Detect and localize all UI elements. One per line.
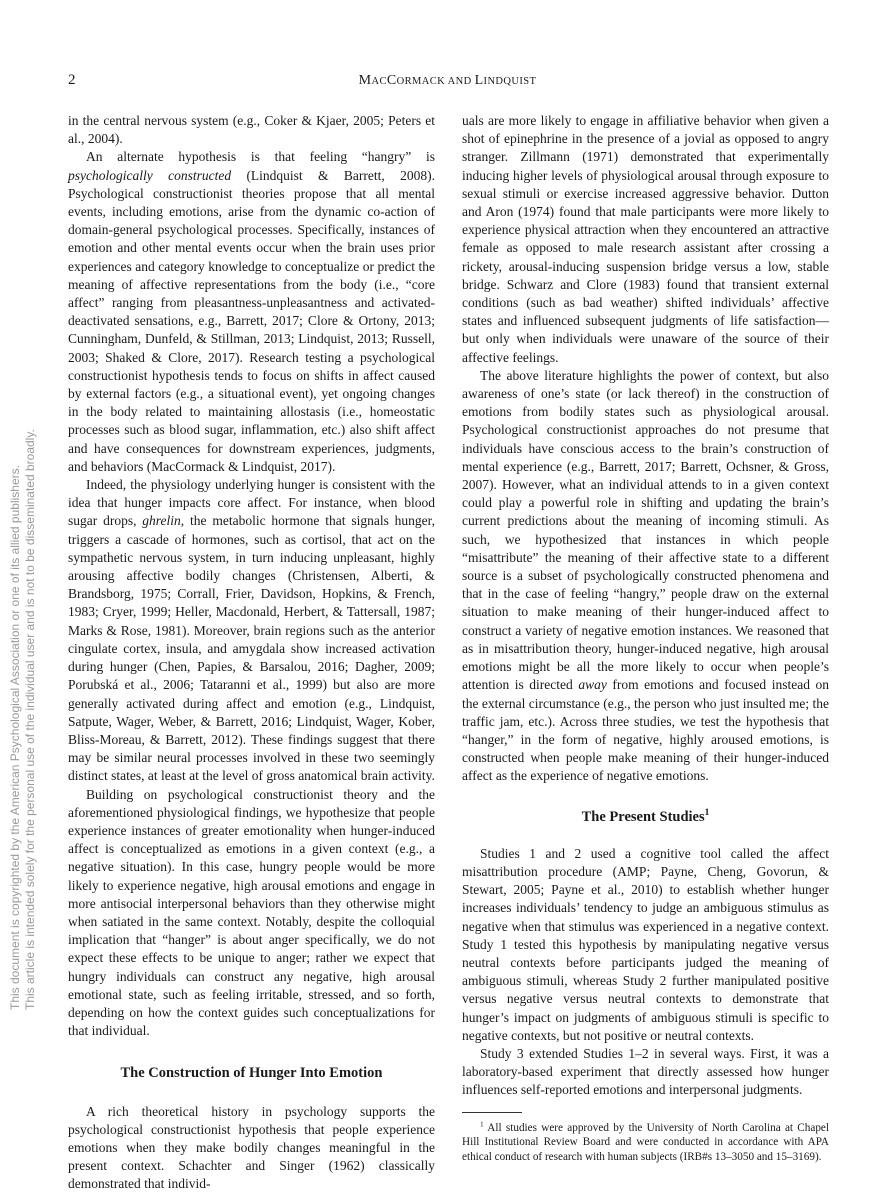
paragraph xyxy=(68,476,435,785)
text-run: An alternate hypothesis is that feeling “hangry” is xyxy=(86,149,435,165)
running-head-part: M xyxy=(358,73,372,88)
text-run: Indeed, the physiology underlying hunger is consistent with the idea that hunger impacts core affect. For instance, when blood sugar drops, xyxy=(68,477,435,529)
emphasis: psychologically constructed xyxy=(68,167,232,183)
left-column xyxy=(68,112,435,1194)
footnote-divider xyxy=(462,1112,522,1113)
footnote-marker: 1 xyxy=(704,807,710,818)
page-number: 2 xyxy=(68,72,76,88)
running-head-part: L xyxy=(474,73,484,88)
text-run: The above literature highlights the power of context, but also awareness of one’s state (or lack thereof) in the construction of emotions from bodily states such as physiological arousal. Psychological constructionist approaches do not presume that individuals have conscious access to the brain’s construction of mental experience (e.g., Barrett, 2017; Barrett, Ochsner, & Gross, 2007). However, what an individual attends to in a given context could play a powerful role in shifting and updating the brain’s current predictions about the meaning of incoming stimuli. As such, we hypothesized that instances in which people “misattribute” the meaning of their affective state to a different source is a subset of psychologically constructed phenomena and that in the case of feeling “hangry,” people draw on the external situation to make meaning of their hunger-induced affect to construct a variety of negative emotion instances. We reasoned that as in misattribution theory, hunger-induced negative, high arousal emotions might be all the more likely to occur when people’s attention is directed xyxy=(462,367,829,693)
paragraph: Building on psychological constructionist theory and the aforementioned physiological findings, we hypothesize that people experience instances of greater emotionality when hunger-induced affect is conceptualized as emotions in a given context (e.g., a negative situation). In this case, hungry people would be more likely to experience negative, high arousal emotions and engage in more antisocial interpersonal behaviors than they otherwise might when satiated in the same context. Notably, despite the colloquial implication that “hanger” is about anger specifically, we do not expect these effects to be unique to anger; rather we expect that hungry individuals can construct any negative, high arousal emotional state, such as feeling irritable, stressed, and so forth, depending on how the context guides such conceptualizations for that individual. xyxy=(68,786,435,1039)
running-head-part: ORMACK AND xyxy=(396,76,475,87)
emphasis: away xyxy=(578,677,607,693)
copyright-notice-line-1: This document is copyrighted by the American Psychological Association or one of its allied publishers. xyxy=(8,465,22,1010)
right-column xyxy=(462,112,829,1164)
paragraph: uals are more likely to engage in affiliative behavior when given a shot of epinephrine in the presence of a jovial as opposed to angry stranger. Zillmann (1971) demonstrated that experimentally inducing higher levels of physiological arousal through exposure to sexual stimuli or exercise increased aggressive behavior. Dutton and Aron (1974) found that male participants were more likely to experience physical attraction when they encountered an attractive female as opposed to male research assistant after crossing a rickety, arousal-inducing suspension bridge versus a low, stable bridge. Schwarz and Clore (1983) found that transient external conditions (such as bad weather) shifted individuals’ affective states and influenced subsequent judgments of life satisfaction—but only when individuals were unaware of the source of their affective feelings. xyxy=(462,113,829,365)
paragraph: in the central nervous system (e.g., Coker & Kjaer, 2005; Peters et al., 2004). xyxy=(68,113,435,147)
paragraph: Study 3 extended Studies 1–2 in several ways. First, it was a laboratory-based experiment that directly assessed how hunger influences self-reported emotions and interpersonal judgments. xyxy=(462,1045,829,1098)
running-head-part: AC xyxy=(371,76,387,87)
running-head-part: C xyxy=(386,73,397,88)
footnote-number: 1 xyxy=(480,1119,484,1128)
section-heading: The Construction of Hunger Into Emotion xyxy=(120,1065,383,1082)
text-run: from emotions and focused instead on the external circumstance (e.g., the person who just insulted me; the traffic jam, etc.). Across three studies, we test the hypothesis that “hanger,” in the form of negative, highly aroused emotions, is constructed when people make meaning of their hunger-induced affect as the experience of negative emotions. xyxy=(462,677,830,784)
footnote xyxy=(462,1121,829,1165)
section-heading-text: The Present Studies xyxy=(581,808,705,825)
paragraph xyxy=(68,148,435,476)
running-head xyxy=(0,73,895,89)
text-run: (Lindquist & Barrett, 2008). Psychological constructionist theories propose that all mental events, including emotions, arise from the dynamic co-action of domain-general psychological processes. Specifically, instances of emotion and other mental events occur when the brain uses prior experiences and category knowledge to conceptualize or predict the meaning of affective representations from the body (i.e., “core affect” ranging from pleasantness-unpleasantness and activated-deactivated sensations, e.g., Barrett, 2017; Clore & Ortony, 2013; Cunningham, Dunfeld, & Stillman, 2013; Lindquist, 2013; Russell, 2003; Shaked & Clore, 2017). Research testing a psychological constructionist hypothesis tends to focus on shifts in affect caused by external factors (e.g., a situational event), yet ongoing changes in the body related to maintaining allostasis (i.e., homeostatic processes such as blood sugar, inflammation, etc.) also shift affect and have consequences for downstream experiences, judgments, and behaviors (MacCormack & Lindquist, 2017). xyxy=(68,167,435,474)
section-heading xyxy=(462,808,829,826)
running-head-part: INDQUIST xyxy=(483,76,537,87)
emphasis: ghrelin xyxy=(142,513,181,529)
paragraph: A rich theoretical history in psychology supports the psychological constructionist hypothesis that people experience emotions when they make bodily changes meaningful in the present context. Schachter and Singer (1962) classically demonstrated that individ- xyxy=(68,1103,435,1192)
paragraph: Studies 1 and 2 used a cognitive tool called the affect misattribution procedure (AMP; Payne, Cheng, Govorun, & Stewart, 2005; Payne et al., 2010) to establish whether hunger increases individuals’ tendency to judge an ambiguous stimulus as negative when that stimulus was experienced in a negative context. Study 1 tested this hypothesis by manipulating negative versus neutral contexts before participants judged the meaning of ambiguous stimuli, whereas Study 2 further manipulated positive versus negative versus neutral contexts to demonstrate that hunger’s impact on judgments of ambiguous stimuli is specific to negative contexts, but not positive or neutral contexts. xyxy=(462,845,829,1043)
copyright-notice xyxy=(8,250,37,1010)
copyright-notice-line-2: This article is intended solely for the personal use of the individual user and is not to be disseminated broadly. xyxy=(23,429,37,1010)
text-run: , the metabolic hormone that signals hunger, triggers a cascade of hormones, such as cortisol, that act on the sympathetic nervous system, in turn inducing unpleasant, highly arousing affective bodily changes (Christensen, Alberti, & Brandsborg, 1975; Corrall, Frier, Davidson, Hopkins, & French, 1983; Cryer, 1999; Heller, Macdonald, Herbert, & Tattersall, 1987; Marks & Rose, 1981). Moreover, brain regions such as the anterior cingulate cortex, insula, and amygdala show increased activation during hunger (Chen, Papies, & Barsalou, 2016; Dagher, 2009; Porubská et al., 2006; Tataranni et al., 1999) but also are more generally activated during affect and emotion (e.g., Lindquist, Satpute, Wager, Weber, & Barrett, 2016; Lindquist, Wager, Kober, Bliss-Moreau, & Barrett, 2012). These findings suggest that there may be similar neural processes involved in these two seemingly distinct states, at least at the level of gross anatomical brain activity. xyxy=(68,513,435,784)
footnote-text: All studies were approved by the University of North Carolina at Chapel Hill Institutional Review Board and were conducted in accordance with APA ethical conduct of research with human subjects (IRB#s 13–3050 and 15–3169). xyxy=(462,1121,829,1163)
paragraph xyxy=(462,367,829,786)
